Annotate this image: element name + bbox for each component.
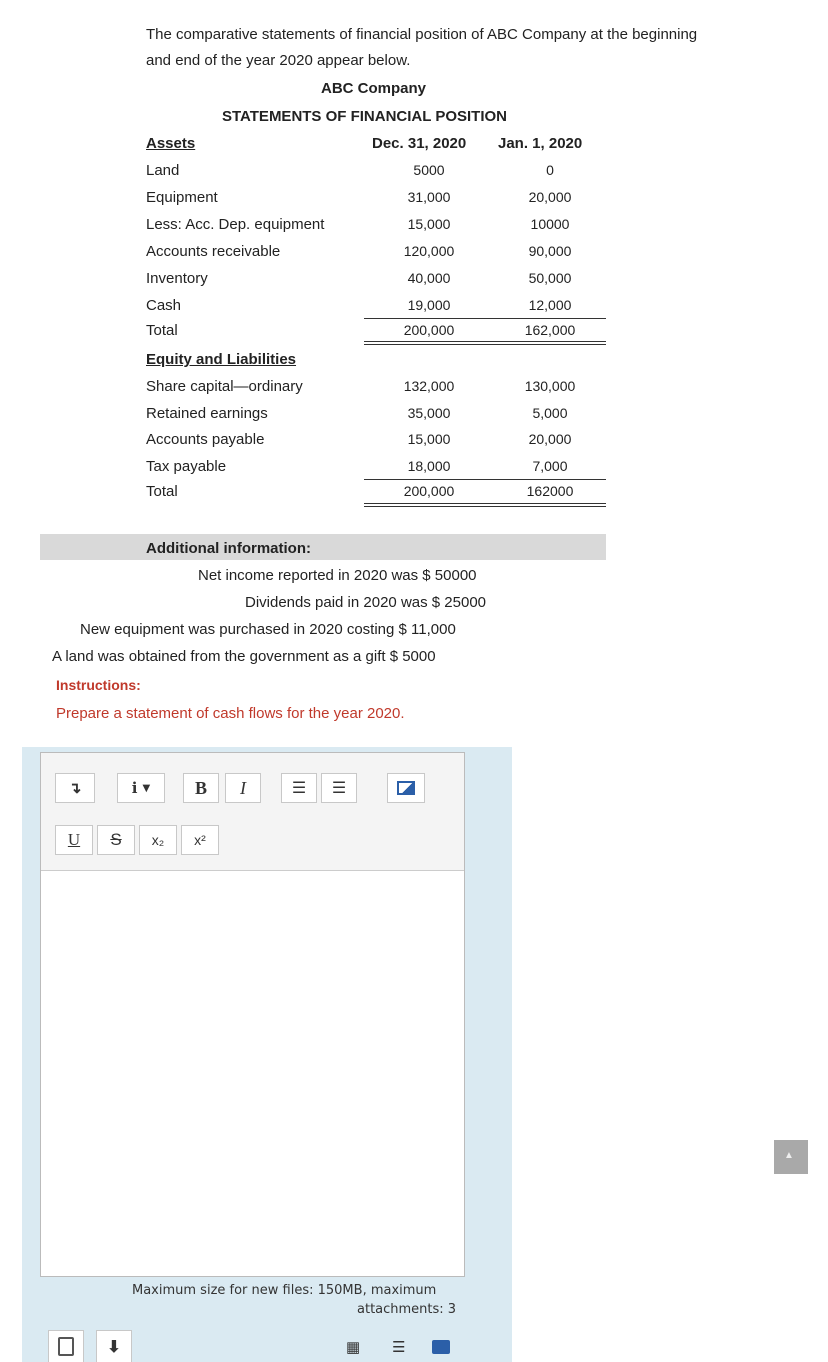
asset-row-dec: 15,000: [407, 216, 451, 232]
equity-row-jan: 130,000: [524, 378, 576, 394]
equity-total-jan: 162000: [526, 483, 574, 499]
answer-editor[interactable]: [40, 752, 465, 1277]
subtotal-rule: [364, 479, 606, 480]
additional-info-line: A land was obtained from the government as a gift $ 5000: [52, 648, 436, 665]
scroll-button-edge: [768, 1140, 774, 1174]
additional-info-heading: Additional information:: [146, 540, 311, 557]
asset-row-dec: 19,000: [407, 297, 451, 313]
asset-row-jan: 50,000: [528, 270, 572, 286]
equity-row-label: Retained earnings: [146, 405, 268, 422]
list-view-icon[interactable]: ☰: [392, 1339, 406, 1356]
equity-heading: Equity and Liabilities: [146, 351, 297, 368]
equity-row-jan: 20,000: [528, 431, 572, 447]
bold-button[interactable]: B: [183, 773, 219, 803]
assets-total-dec: 200,000: [403, 322, 455, 338]
statement-title: STATEMENTS OF FINANCIAL POSITION: [222, 108, 507, 125]
equity-row-dec: 35,000: [407, 405, 451, 421]
asset-row-dec: 31,000: [407, 189, 451, 205]
asset-row-jan: 10000: [530, 216, 570, 232]
equity-total-label: Total: [146, 483, 178, 500]
equity-row-jan: 7,000: [532, 458, 568, 474]
asset-row-label: Inventory: [146, 270, 208, 287]
asset-row-dec: 120,000: [403, 243, 455, 259]
asset-row-jan: 90,000: [528, 243, 572, 259]
asset-row-dec: 5000: [413, 162, 445, 178]
column-header-dec: Dec. 31, 2020: [372, 135, 467, 152]
scroll-to-top-button[interactable]: [768, 1140, 808, 1174]
asset-row-dec: 40,000: [407, 270, 451, 286]
additional-info-line: Net income reported in 2020 was $ 50000: [198, 567, 477, 584]
paragraph-styles-button[interactable]: [117, 773, 165, 803]
editor-toolbar: [41, 753, 464, 871]
underline-button[interactable]: U: [55, 825, 93, 855]
asset-row-label: Accounts receivable: [146, 243, 281, 260]
insert-image-button[interactable]: [387, 773, 425, 803]
italic-button[interactable]: I: [225, 773, 261, 803]
total-double-rule: [364, 341, 606, 345]
unordered-list-icon: ☰: [291, 780, 307, 797]
equity-total-dec: 200,000: [403, 483, 455, 499]
additional-info-line: Dividends paid in 2020 was $ 25000: [245, 594, 487, 611]
equity-row-label: Share capital—ordinary: [146, 378, 303, 395]
equity-row-dec: 15,000: [407, 431, 451, 447]
file-icon: [58, 1337, 74, 1356]
intro-line-2: and end of the year 2020 appear below.: [146, 52, 411, 69]
chevron-up-icon: ▲: [784, 1150, 794, 1161]
toolbar-toggle-button[interactable]: [55, 773, 95, 803]
grid-view-icon[interactable]: ▦: [346, 1339, 361, 1356]
instructions-text: Prepare a statement of cash flows for the year 2020.: [56, 705, 405, 722]
column-header-jan: Jan. 1, 2020: [498, 135, 583, 152]
arrow-down-icon: ↴: [68, 780, 82, 797]
equity-row-dec: 132,000: [403, 378, 455, 394]
company-name: ABC Company: [321, 80, 427, 97]
instructions-heading: Instructions:: [56, 677, 141, 693]
file-size-hint: Maximum size for new files: 150MB, maximum: [132, 1283, 437, 1298]
asset-row-label: Equipment: [146, 189, 218, 206]
subtotal-rule: [364, 318, 606, 319]
total-double-rule: [364, 503, 606, 507]
attachments-hint: attachments: 3: [357, 1302, 457, 1317]
assets-total-label: Total: [146, 322, 178, 339]
equity-row-label: Accounts payable: [146, 431, 265, 448]
numbered-list-button[interactable]: [321, 773, 357, 803]
equity-row-label: Tax payable: [146, 458, 227, 475]
folder-view-icon[interactable]: [432, 1340, 450, 1354]
superscript-button[interactable]: x²: [181, 825, 219, 855]
caret-down-icon: ▼: [142, 782, 151, 794]
equity-row-jan: 5,000: [532, 405, 568, 421]
asset-row-label: Land: [146, 162, 180, 179]
asset-row-label: Less: Acc. Dep. equipment: [146, 216, 325, 233]
image-icon: [397, 781, 415, 795]
asset-row-jan: 20,000: [528, 189, 572, 205]
editor-text-area[interactable]: [41, 871, 464, 1276]
subscript-button[interactable]: x₂: [139, 825, 177, 855]
asset-row-jan: 12,000: [528, 297, 572, 313]
strikethrough-button[interactable]: S: [97, 825, 135, 855]
additional-info-bar: [40, 534, 606, 560]
download-button[interactable]: [96, 1330, 132, 1362]
assets-heading: Assets: [146, 135, 196, 152]
bullet-list-button[interactable]: [281, 773, 317, 803]
ordered-list-icon: ☰: [331, 780, 347, 797]
assets-total-jan: 162,000: [524, 322, 576, 338]
asset-row-label: Cash: [146, 297, 182, 314]
add-file-button[interactable]: [48, 1330, 84, 1362]
info-label: i: [131, 779, 138, 797]
download-icon: ⬇: [107, 1338, 121, 1356]
asset-row-jan: 0: [546, 162, 554, 178]
additional-info-line: New equipment was purchased in 2020 costing $ 11,000: [80, 621, 456, 638]
equity-row-dec: 18,000: [407, 458, 451, 474]
intro-line-1: The comparative statements of financial position of ABC Company at the beginning: [146, 26, 698, 43]
